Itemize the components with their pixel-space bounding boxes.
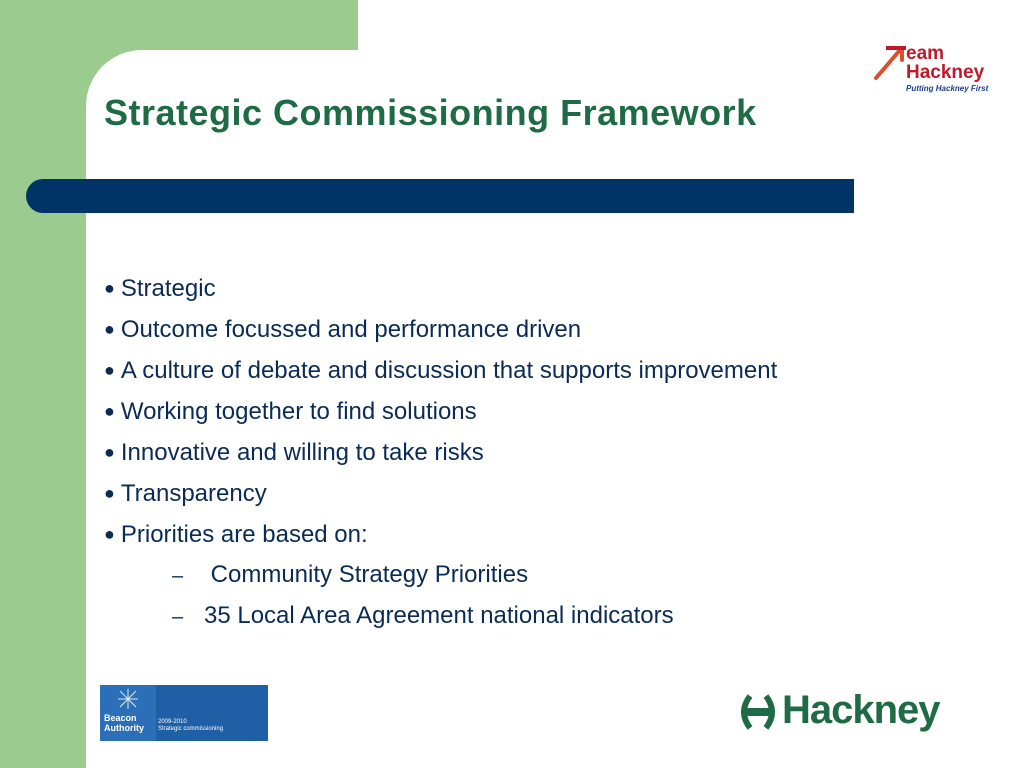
bullet-text: Working together to find solutions <box>120 398 477 425</box>
sub-bullet-item <box>104 598 777 639</box>
hackney-wordmark: Hackney <box>782 688 940 732</box>
bullet-item <box>104 516 777 557</box>
bullet-text: Priorities are based on: <box>120 521 368 548</box>
dash-marker: – <box>172 565 184 587</box>
bullet-item <box>104 311 777 352</box>
beacon-name <box>104 713 144 733</box>
bullet-text: A culture of debate and discussion that supports improvement <box>120 357 778 384</box>
dash-marker: – <box>172 606 184 628</box>
bullet-item <box>104 434 777 475</box>
bullet-item <box>104 475 777 516</box>
beacon-years: 2009-2010 <box>158 719 187 725</box>
bullet-text: Outcome focussed and performance driven <box>120 316 582 343</box>
bullet-dot-icon: ● <box>104 319 115 339</box>
team-word: eam <box>906 43 945 64</box>
beacon-caption <box>158 719 223 733</box>
bullet-item <box>104 270 777 311</box>
slide-title: Strategic Commissioning Framework <box>104 92 757 133</box>
bullet-text: Transparency <box>120 480 267 507</box>
sub-bullet-text: Community Strategy Priorities <box>204 561 529 588</box>
team-tagline: Putting Hackney First <box>906 84 989 93</box>
beacon-authority-logo <box>100 685 268 741</box>
sub-bullet-item <box>104 557 777 598</box>
bullet-dot-icon: ● <box>104 401 115 421</box>
bullet-dot-icon: ● <box>104 442 115 462</box>
hackney-h-icon <box>736 694 780 730</box>
bullet-dot-icon: ● <box>104 524 115 544</box>
bullet-dot-icon: ● <box>104 360 115 380</box>
bullet-dot-icon: ● <box>104 278 115 298</box>
beacon-caption-text: Strategic commissioning <box>158 726 224 732</box>
bullet-text: Innovative and willing to take risks <box>120 439 484 466</box>
hackney-word: Hackney <box>906 62 985 83</box>
bullet-list <box>104 270 777 639</box>
title-underline-bar <box>26 179 854 213</box>
team-hackney-wordmark <box>906 44 984 82</box>
bullet-text: Strategic <box>120 275 216 302</box>
bullet-item <box>104 352 777 393</box>
sub-bullet-text: 35 Local Area Agreement national indicators <box>204 602 674 629</box>
team-arrow-icon <box>876 48 902 78</box>
beacon-line1: Beacon <box>104 713 137 723</box>
beacon-line2: Authority <box>104 723 144 733</box>
bullet-item <box>104 393 777 434</box>
bullet-dot-icon: ● <box>104 483 115 503</box>
